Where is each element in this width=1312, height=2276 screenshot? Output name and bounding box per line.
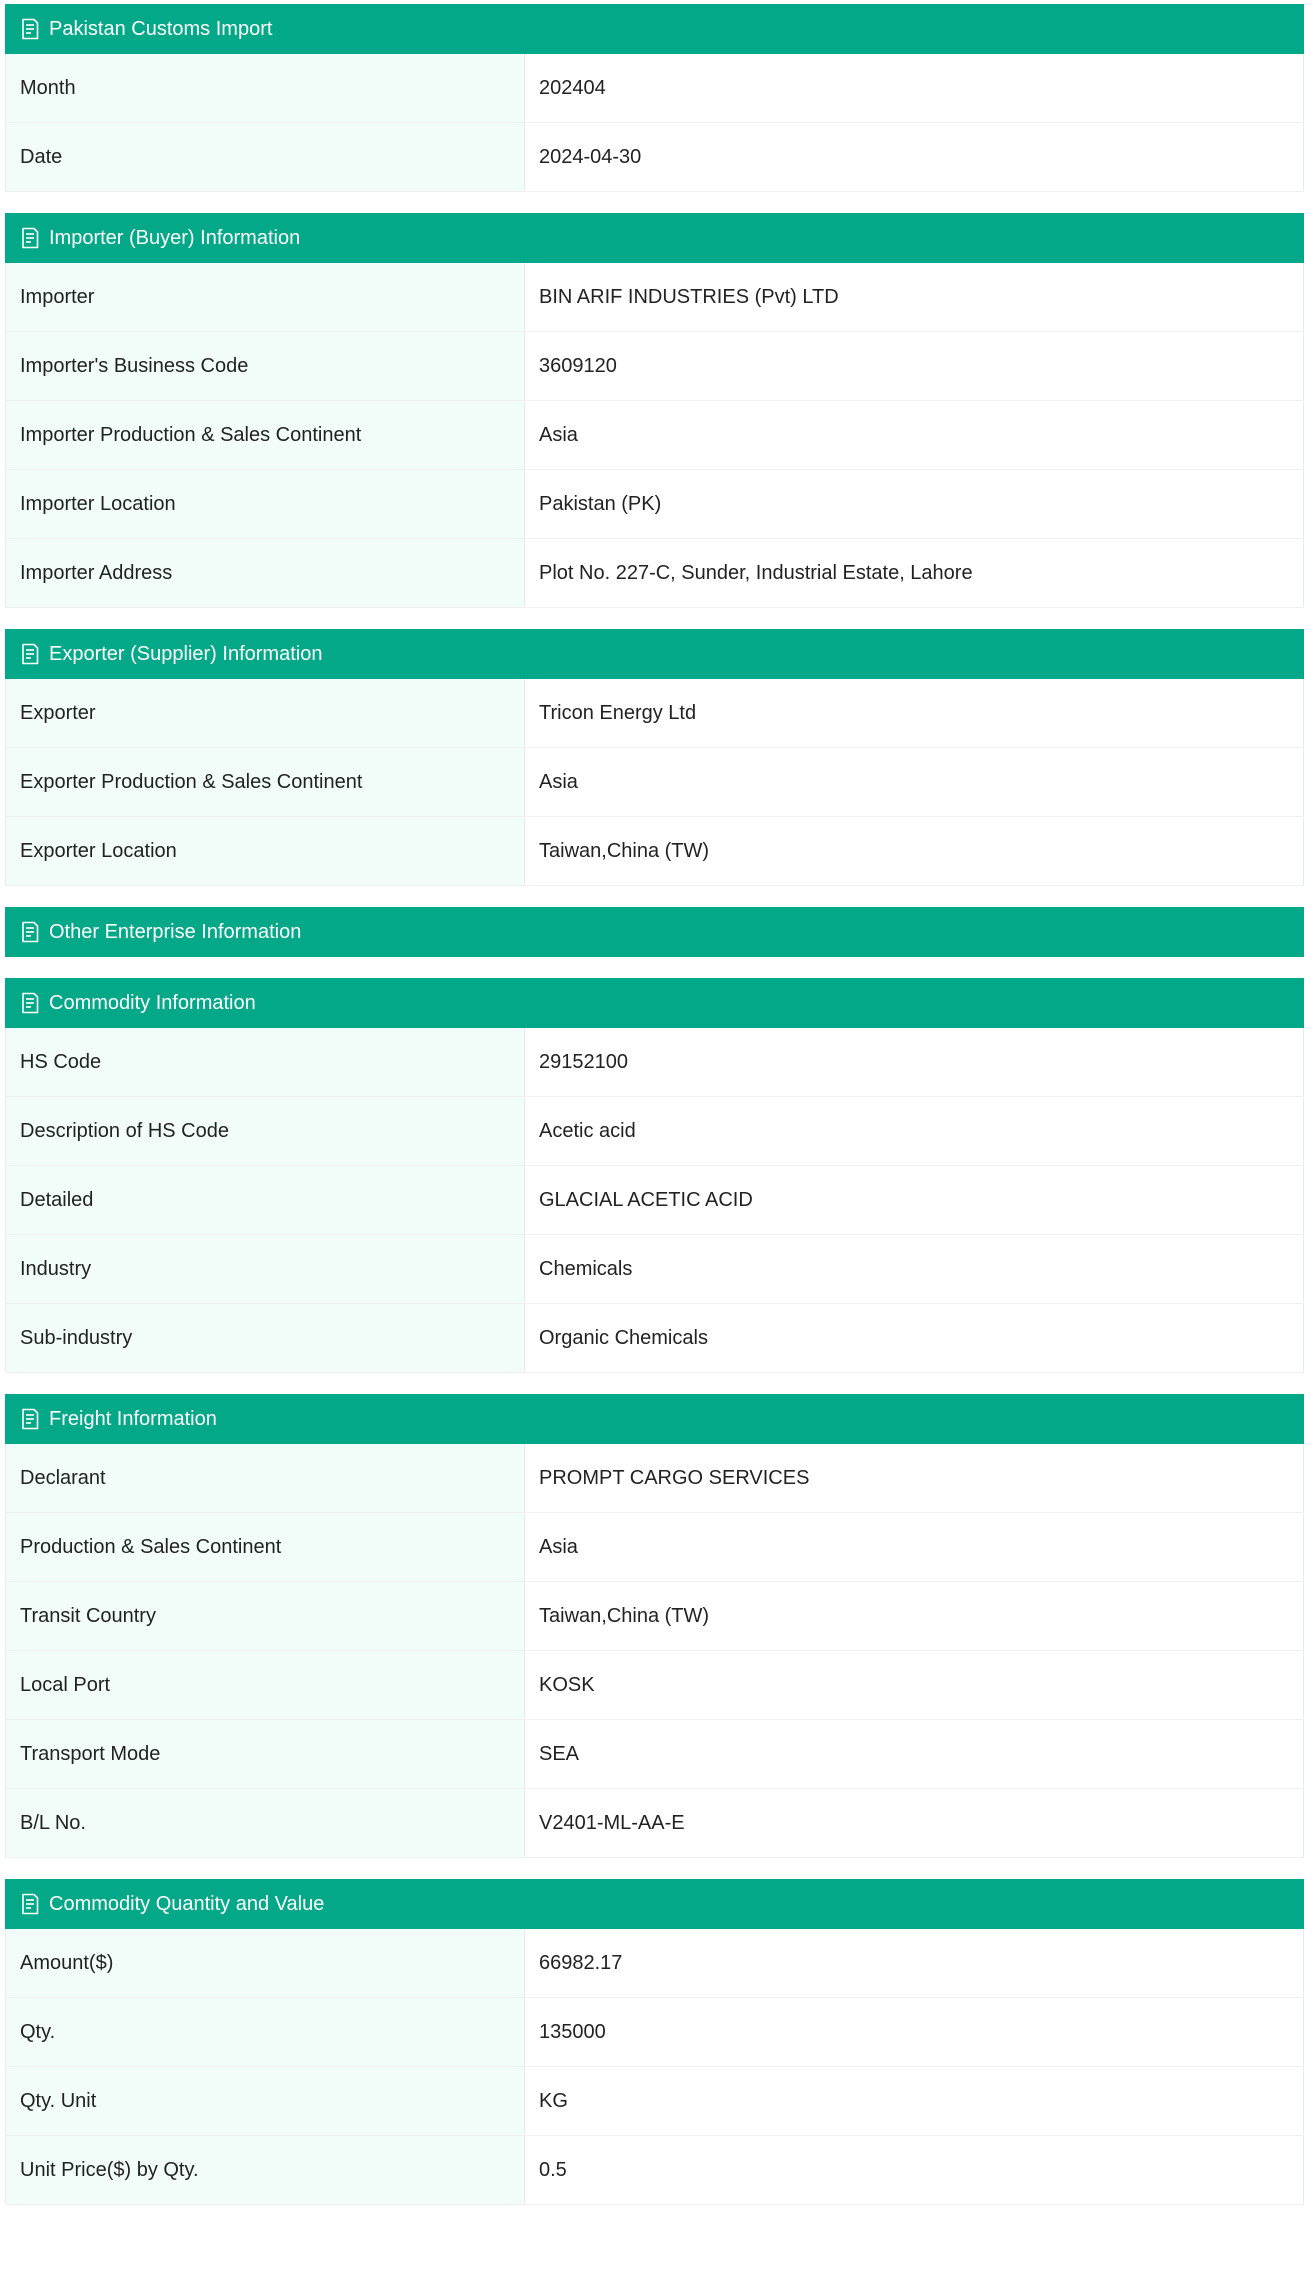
field-row-importer-address — [5, 539, 1304, 608]
field-value: Asia — [525, 748, 1304, 816]
field-value: SEA — [525, 1720, 1304, 1788]
field-label: B/L No. — [5, 1789, 525, 1857]
field-label: Exporter Production & Sales Continent — [5, 748, 525, 816]
field-value: 29152100 — [525, 1028, 1304, 1096]
field-value: Pakistan (PK) — [525, 470, 1304, 538]
section-title: Freight Information — [49, 1407, 217, 1430]
field-row-date — [5, 123, 1304, 192]
field-value: Acetic acid — [525, 1097, 1304, 1165]
field-row-sub-industry — [5, 1304, 1304, 1373]
field-label: Unit Price($) by Qty. — [5, 2136, 525, 2204]
field-row-detailed — [5, 1166, 1304, 1235]
field-row-exporter-production-sales-continent — [5, 748, 1304, 817]
section-freight-information — [5, 1394, 1304, 1858]
field-label: HS Code — [5, 1028, 525, 1096]
section-header — [5, 907, 1304, 957]
section-pakistan-customs-import — [5, 4, 1304, 192]
field-value: 0.5 — [525, 2136, 1304, 2204]
field-row-unit-price-by-qty — [5, 2136, 1304, 2205]
field-label: Importer — [5, 263, 525, 331]
field-row-exporter-location — [5, 817, 1304, 886]
field-value: 66982.17 — [525, 1929, 1304, 1997]
field-row-qty-unit — [5, 2067, 1304, 2136]
section-importer-buyer-information — [5, 213, 1304, 608]
section-title: Importer (Buyer) Information — [49, 226, 301, 249]
document-icon — [20, 1408, 40, 1430]
section-title: Commodity Quantity and Value — [49, 1892, 325, 1915]
field-value: Chemicals — [525, 1235, 1304, 1303]
field-value: Asia — [525, 1513, 1304, 1581]
section-header — [5, 4, 1304, 54]
field-label: Importer Address — [5, 539, 525, 607]
field-value: Tricon Energy Ltd — [525, 679, 1304, 747]
document-icon — [20, 227, 40, 249]
field-label: Importer Location — [5, 470, 525, 538]
field-label: Description of HS Code — [5, 1097, 525, 1165]
field-value: Taiwan,China (TW) — [525, 817, 1304, 885]
section-other-enterprise-information — [5, 907, 1304, 957]
field-row-qty — [5, 1998, 1304, 2067]
field-row-importer — [5, 263, 1304, 332]
field-label: Importer's Business Code — [5, 332, 525, 400]
section-header — [5, 1394, 1304, 1444]
document-icon — [20, 921, 40, 943]
field-row-importer-location — [5, 470, 1304, 539]
field-row-description-of-hs-code — [5, 1097, 1304, 1166]
field-value: GLACIAL ACETIC ACID — [525, 1166, 1304, 1234]
section-title: Exporter (Supplier) Information — [49, 642, 323, 665]
document-icon — [20, 1893, 40, 1915]
section-header — [5, 213, 1304, 263]
section-title: Commodity Information — [49, 991, 256, 1014]
section-commodity-quantity-and-value — [5, 1879, 1304, 2205]
field-row-declarant — [5, 1444, 1304, 1513]
field-label: Detailed — [5, 1166, 525, 1234]
section-header — [5, 978, 1304, 1028]
field-label: Qty. Unit — [5, 2067, 525, 2135]
field-value: Organic Chemicals — [525, 1304, 1304, 1372]
field-label: Transport Mode — [5, 1720, 525, 1788]
field-value: Taiwan,China (TW) — [525, 1582, 1304, 1650]
field-row-importer-production-sales-continent — [5, 401, 1304, 470]
section-commodity-information — [5, 978, 1304, 1373]
field-label: Month — [5, 54, 525, 122]
field-label: Amount($) — [5, 1929, 525, 1997]
field-value: Asia — [525, 401, 1304, 469]
field-value: 2024-04-30 — [525, 123, 1304, 191]
field-row-industry — [5, 1235, 1304, 1304]
field-label: Date — [5, 123, 525, 191]
field-label: Qty. — [5, 1998, 525, 2066]
document-icon — [20, 992, 40, 1014]
field-row-amount — [5, 1929, 1304, 1998]
field-value: 3609120 — [525, 332, 1304, 400]
field-label: Sub-industry — [5, 1304, 525, 1372]
field-row-production-sales-continent — [5, 1513, 1304, 1582]
field-value: KOSK — [525, 1651, 1304, 1719]
section-title: Other Enterprise Information — [49, 920, 302, 943]
field-value: V2401-ML-AA-E — [525, 1789, 1304, 1857]
field-row-transit-country — [5, 1582, 1304, 1651]
field-label: Transit Country — [5, 1582, 525, 1650]
field-value: 202404 — [525, 54, 1304, 122]
section-header — [5, 1879, 1304, 1929]
field-value: 135000 — [525, 1998, 1304, 2066]
field-label: Declarant — [5, 1444, 525, 1512]
field-value: PROMPT CARGO SERVICES — [525, 1444, 1304, 1512]
section-exporter-supplier-information — [5, 629, 1304, 886]
field-row-exporter — [5, 679, 1304, 748]
field-row-local-port — [5, 1651, 1304, 1720]
section-header — [5, 629, 1304, 679]
field-row-month — [5, 54, 1304, 123]
field-row-transport-mode — [5, 1720, 1304, 1789]
field-value: KG — [525, 2067, 1304, 2135]
document-icon — [20, 18, 40, 40]
document-icon — [20, 643, 40, 665]
field-row-b-l-no — [5, 1789, 1304, 1858]
section-title: Pakistan Customs Import — [49, 17, 273, 40]
field-label: Industry — [5, 1235, 525, 1303]
field-label: Importer Production & Sales Continent — [5, 401, 525, 469]
field-value: BIN ARIF INDUSTRIES (Pvt) LTD — [525, 263, 1304, 331]
field-label: Exporter — [5, 679, 525, 747]
field-label: Local Port — [5, 1651, 525, 1719]
field-label: Production & Sales Continent — [5, 1513, 525, 1581]
field-row-hs-code — [5, 1028, 1304, 1097]
field-label: Exporter Location — [5, 817, 525, 885]
field-row-importer-s-business-code — [5, 332, 1304, 401]
field-value: Plot No. 227-C, Sunder, Industrial Estate, Lahore — [525, 539, 1304, 607]
